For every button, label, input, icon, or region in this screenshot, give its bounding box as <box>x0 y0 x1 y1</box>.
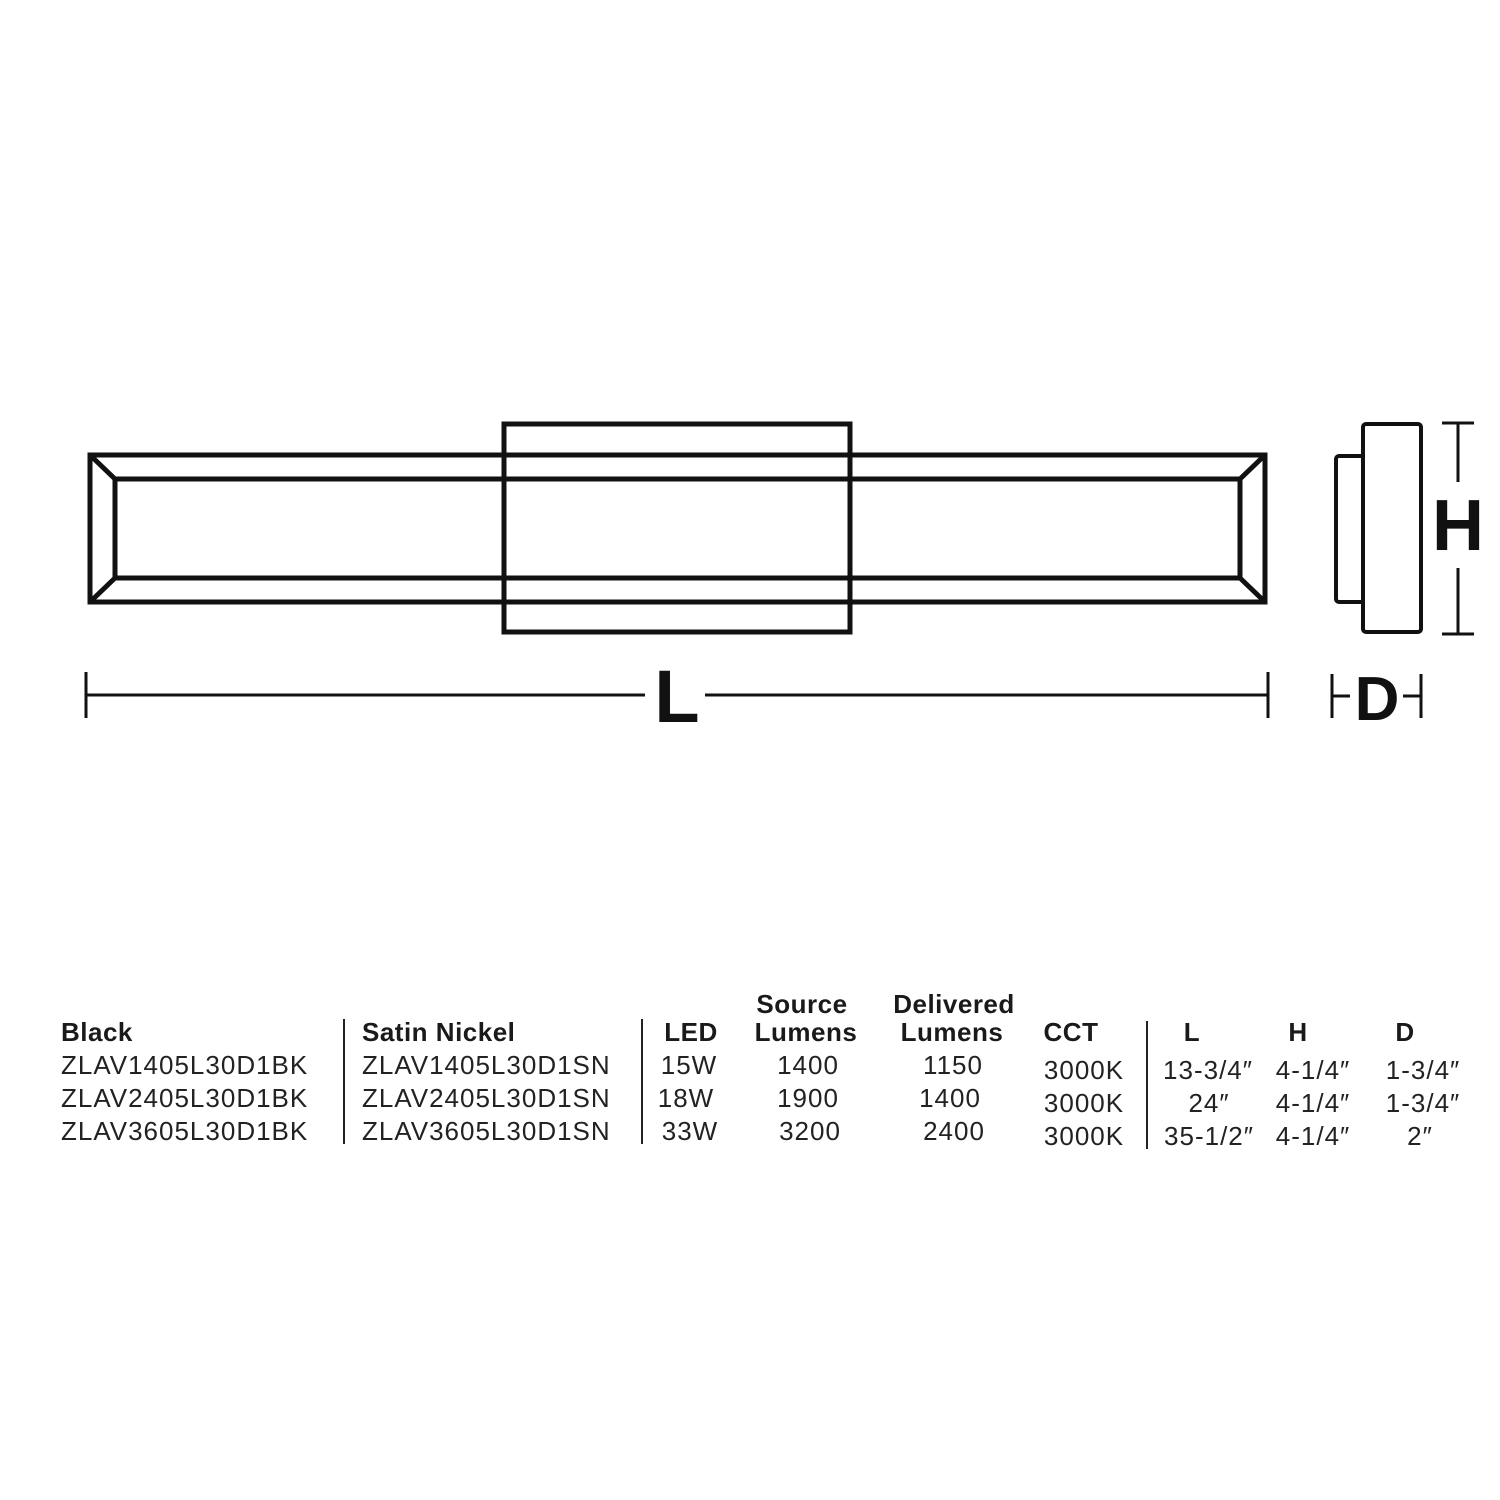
table-cell-d: 1-3/4″ <box>1385 1055 1461 1085</box>
depth-label: D <box>1354 665 1400 734</box>
table-cell-black: ZLAV1405L30D1BK <box>61 1050 309 1080</box>
table-cell-h: 4-1/4″ <box>1275 1055 1351 1085</box>
table-cell-d: 1-3/4″ <box>1385 1088 1461 1118</box>
header-source-lumens-line1: Source <box>756 989 848 1019</box>
table-cell-black: ZLAV2405L30D1BK <box>61 1083 309 1113</box>
height-label: H <box>1432 486 1484 566</box>
table-cell-cct: 3000K <box>1043 1055 1125 1085</box>
table-cell-delivered-lumens: 1400 <box>919 1083 981 1113</box>
header-delivered-lumens-line1: Delivered <box>893 989 1015 1019</box>
length-label: L <box>654 655 700 738</box>
table-cell-satin-nickel: ZLAV1405L30D1SN <box>362 1050 611 1080</box>
side-view <box>1336 424 1421 632</box>
table-cell-led: 18W <box>657 1083 715 1113</box>
table-cell-source-lumens: 1400 <box>777 1050 839 1080</box>
table-cell-source-lumens: 3200 <box>779 1116 841 1146</box>
table-cell-satin-nickel: ZLAV2405L30D1SN <box>362 1083 611 1113</box>
header-source-lumens-line2: Lumens <box>754 1017 858 1047</box>
table-cell-cct: 3000K <box>1043 1121 1125 1151</box>
header-cct: CCT <box>1043 1017 1099 1047</box>
header-d: D <box>1395 1017 1415 1047</box>
header-black: Black <box>61 1017 133 1047</box>
table-cell-black: ZLAV3605L30D1BK <box>61 1116 309 1146</box>
table-cell-l: 24″ <box>1188 1088 1230 1118</box>
table-cell-l: 35-1/2″ <box>1164 1121 1254 1151</box>
table-cell-h: 4-1/4″ <box>1275 1121 1351 1151</box>
table-cell-l: 13-3/4″ <box>1163 1055 1253 1085</box>
table-cell-led: 33W <box>661 1116 719 1146</box>
table-cell-h: 4-1/4″ <box>1275 1088 1351 1118</box>
table-cell-d: 2″ <box>1407 1121 1433 1151</box>
table-cell-delivered-lumens: 2400 <box>923 1116 985 1146</box>
table-cell-satin-nickel: ZLAV3605L30D1SN <box>362 1116 611 1146</box>
table-cell-source-lumens: 1900 <box>777 1083 839 1113</box>
header-delivered-lumens-line2: Lumens <box>900 1017 1004 1047</box>
side-body <box>1363 424 1421 632</box>
table-cell-cct: 3000K <box>1043 1088 1125 1118</box>
table-cell-led: 15W <box>660 1050 718 1080</box>
header-l: L <box>1183 1017 1201 1047</box>
table-cell-delivered-lumens: 1150 <box>923 1050 983 1080</box>
front-view <box>90 424 1265 632</box>
header-h: H <box>1288 1017 1308 1047</box>
header-led: LED <box>664 1017 718 1047</box>
header-satin-nickel: Satin Nickel <box>362 1017 516 1047</box>
